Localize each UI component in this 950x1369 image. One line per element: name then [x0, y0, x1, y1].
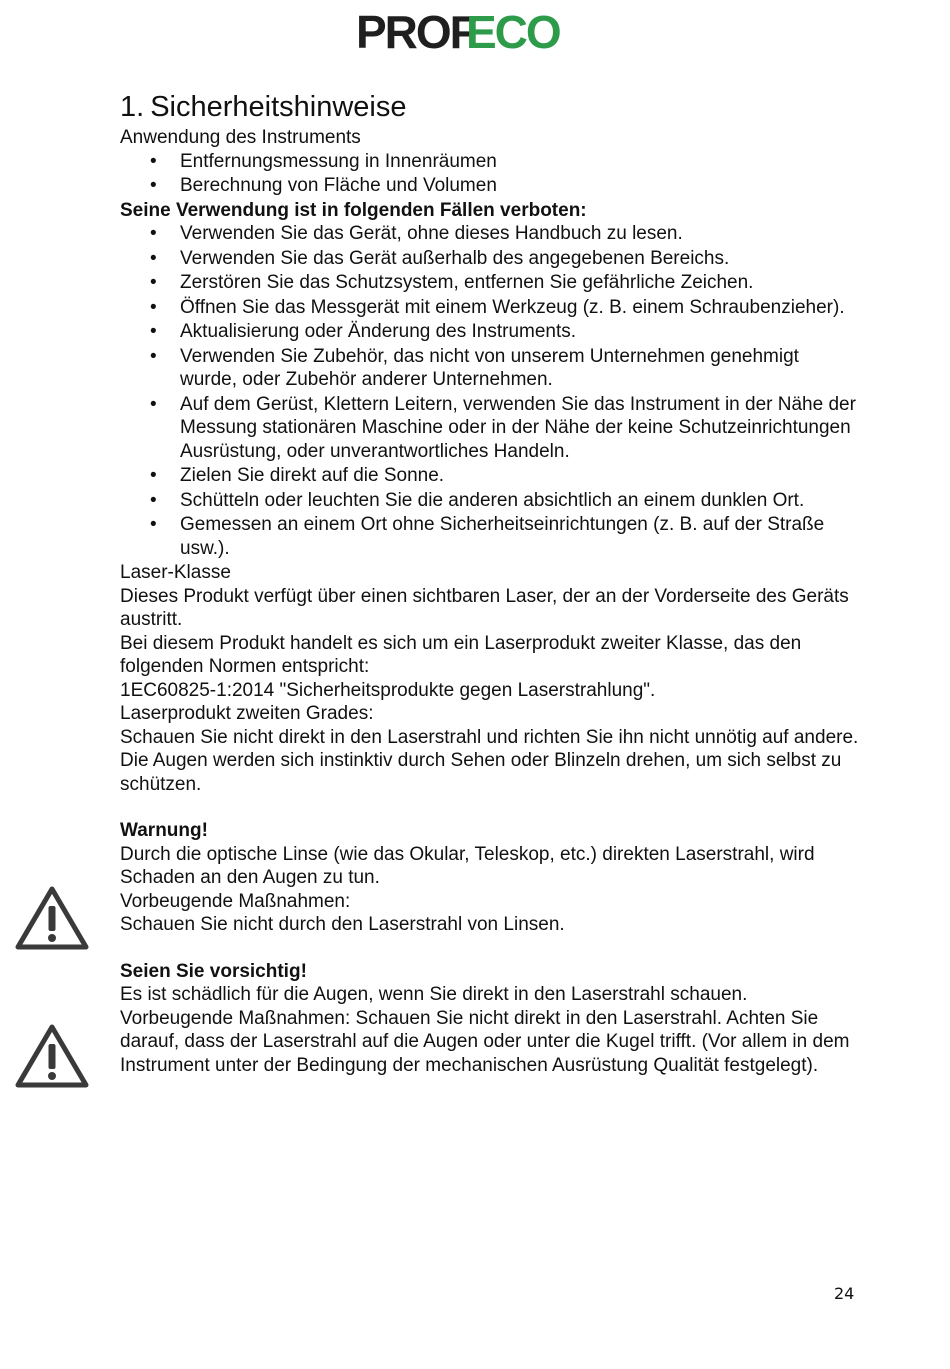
list-item: • Entfernungsmessung in Innenräumen [150, 150, 497, 172]
list-item: • Berechnung von Fläche und Volumen [150, 175, 497, 196]
bullet-icon: • [150, 247, 157, 269]
list-item: • Öffnen Sie das Messgerät mit einem Werkzeug (z. B. einem Schraubenzieher). [150, 296, 845, 318]
warning-triangle-icon [14, 884, 90, 952]
document-body [120, 88, 860, 1077]
list-item: • Schütteln oder leuchten Sie die anderen absichtlich an einem dunklen Ort. [150, 489, 805, 511]
warning-heading: Warnung! [120, 820, 208, 841]
usage-list [120, 150, 860, 198]
warning-paragraph: Durch die optische Linse (wie das Okular, Teleskop, etc.) direkten Laserstrahl, wird Schaden an den Augen zu tun. [120, 843, 815, 888]
laser-paragraph: Bei diesem Produkt handelt es sich um ein Laserprodukt zweiter Klasse, das den folgenden Normen entspricht: [120, 632, 802, 677]
caution-paragraph: Es ist schädlich für die Augen, wenn Sie direkt in den Laserstrahl schauen. [120, 984, 748, 1005]
warning-paragraph: Schauen Sie nicht durch den Laserstrahl von Linsen. [120, 914, 565, 935]
bullet-icon: • [150, 223, 157, 244]
list-item: • Gemessen an einem Ort ohne Sicherheitseinrichtungen (z. B. auf der Straße usw.). [150, 514, 825, 559]
laser-paragraph: Die Augen werden sich instinktiv durch Sehen oder Blinzeln drehen, um sich selbst zu schützen. [120, 750, 842, 795]
laser-class-heading: Laser-Klasse [120, 562, 231, 583]
bullet-icon: • [150, 272, 157, 293]
section-title-text: Sicherheitshinweise [150, 91, 407, 123]
page-number: 24 [834, 1284, 855, 1303]
laser-standard: 1EC60825-1:2014 "Sicherheitsprodukte gegen Laserstrahlung". [120, 679, 656, 701]
laser-paragraph: Dieses Produkt verfügt über einen sichtbaren Laser, der an der Vorderseite des Geräts austritt. [120, 585, 849, 630]
bullet-icon: • [150, 296, 157, 318]
caution-paragraph: Vorbeugende Maßnahmen: Schauen Sie nicht direkt in den Laserstrahl. Achten Sie darauf, dass der Laserstrahl auf die Augen oder unter die Kugel trifft. (Vor allem in dem Instrument unter der Bedingung der mechanischen Ausrüstung Qualität festgelegt). [120, 1007, 850, 1076]
bullet-icon: • [150, 393, 157, 415]
section-title [120, 88, 860, 126]
bullet-icon: • [150, 345, 157, 367]
list-item: • Auf dem Gerüst, Klettern Leitern, verwenden Sie das Instrument in der Nähe der Messung stationären Maschine oder in der Nähe der keine Schutzeinrichtungen Ausrüstung, oder unverantwortliches Handeln. [150, 393, 856, 462]
forbidden-heading: Seine Verwendung ist in folgenden Fällen verboten: [120, 199, 587, 221]
logo-text-prof: PROF [356, 6, 476, 56]
bullet-icon: • [150, 514, 157, 535]
bullet-icon: • [150, 175, 157, 196]
list-item: • Verwenden Sie das Gerät außerhalb des angegebenen Bereichs. [150, 247, 730, 269]
bullet-icon: • [150, 150, 157, 172]
list-item: • Zerstören Sie das Schutzsystem, entfernen Sie gefährliche Zeichen. [150, 272, 754, 293]
logo-text-eco: ECO [466, 6, 560, 56]
laser-paragraph: Schauen Sie nicht direkt in den Laserstrahl und richten Sie ihn nicht unnötig auf andere. [120, 726, 859, 748]
list-item: • Aktualisierung oder Änderung des Instruments. [150, 321, 577, 342]
list-item: • Verwenden Sie Zubehör, das nicht von unserem Unternehmen genehmigt wurde, oder Zubehör anderer Unternehmen. [150, 345, 799, 390]
laser-paragraph: Laserprodukt zweiten Grades: [120, 703, 374, 724]
forbidden-list [120, 222, 860, 560]
warning-paragraph: Vorbeugende Maßnahmen: [120, 890, 351, 912]
usage-heading: Anwendung des Instruments [120, 127, 361, 148]
caution-heading: Seien Sie vorsichtig! [120, 960, 307, 982]
section-number: 1. [120, 91, 145, 123]
bullet-icon: • [150, 465, 157, 486]
list-item: • Zielen Sie direkt auf die Sonne. [150, 465, 445, 486]
bullet-icon: • [150, 489, 157, 511]
bullet-icon: • [150, 321, 157, 342]
list-item: • Verwenden Sie das Gerät, ohne dieses Handbuch zu lesen. [150, 223, 683, 244]
profeco-logo [356, 6, 588, 56]
warning-triangle-icon [14, 1022, 90, 1090]
